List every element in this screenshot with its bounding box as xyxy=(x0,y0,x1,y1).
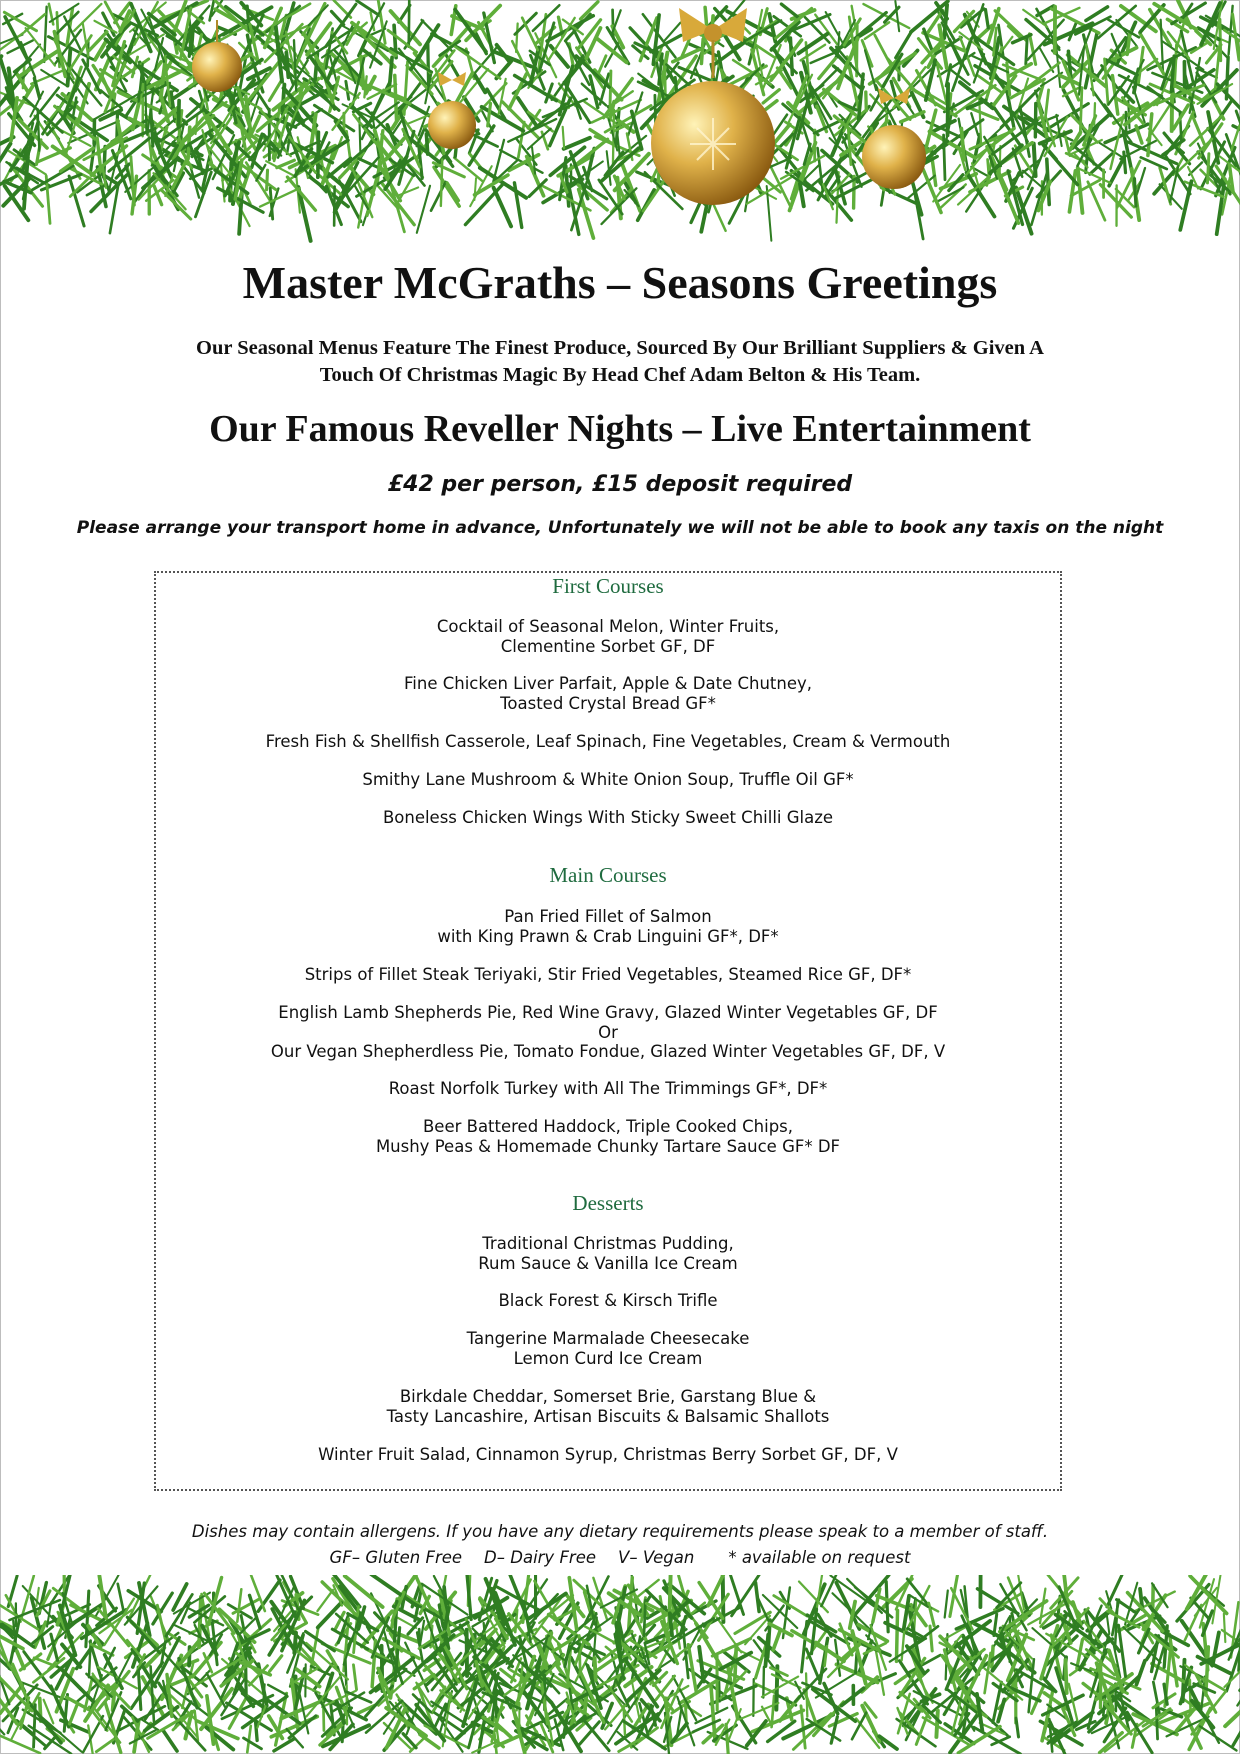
menu-item-line: Clementine Sorbet GF, DF xyxy=(500,636,716,656)
pine-needle xyxy=(800,184,804,206)
menu-item xyxy=(154,1329,1062,1368)
pine-needle xyxy=(945,1590,948,1617)
pine-needle xyxy=(0,106,10,126)
pine-needle xyxy=(1192,116,1204,144)
pine-needle xyxy=(756,1583,760,1612)
menu-item-line: Roast Norfolk Turkey with All The Trimmings GF*, DF* xyxy=(388,1079,828,1098)
pine-needle xyxy=(1190,1680,1191,1715)
menu-item xyxy=(154,1079,1062,1099)
pine-needle xyxy=(96,1739,113,1751)
pine-needle xyxy=(256,1722,257,1740)
pine-needle xyxy=(70,1704,78,1724)
pine-needle xyxy=(357,1,381,17)
menu-item-line: Or xyxy=(598,1022,618,1042)
pine-needle xyxy=(83,60,100,93)
pine-needle xyxy=(50,4,79,22)
section-heading-desserts: Desserts xyxy=(572,1191,644,1215)
pine-needle xyxy=(1136,1661,1144,1685)
pine-needle xyxy=(145,82,146,131)
pine-needle xyxy=(497,1724,511,1737)
pine-needle xyxy=(701,39,703,63)
pine-needle xyxy=(813,1689,856,1721)
key-available-on-request: * available on request xyxy=(728,1548,911,1567)
pine-needle xyxy=(586,28,600,58)
menu-item xyxy=(154,965,1062,985)
pine-needle xyxy=(1224,1614,1226,1642)
section-heading-first-courses: First Courses xyxy=(552,574,664,598)
top-garland-decoration xyxy=(0,0,1240,250)
pine-needle xyxy=(998,1699,1004,1721)
pine-needle xyxy=(353,1665,356,1690)
pine-needle xyxy=(819,59,835,79)
pine-needle xyxy=(294,1633,296,1653)
intro-text xyxy=(110,335,1130,389)
pine-needle xyxy=(494,51,532,66)
pine-branches xyxy=(0,0,1240,241)
pine-needle xyxy=(1156,1705,1157,1739)
pine-needle xyxy=(86,1591,89,1647)
menu-item-line: Tasty Lancashire, Artisan Biscuits & Balsamic Shallots xyxy=(386,1406,830,1426)
pine-needle xyxy=(811,53,833,63)
pine-needle xyxy=(755,1684,778,1694)
pine-needle xyxy=(399,187,418,195)
pine-needle xyxy=(1078,168,1083,213)
menu-item-line: Our Vegan Shepherdless Pie, Tomato Fondue, Glazed Winter Vegetables GF, DF, V xyxy=(270,1042,946,1061)
intro-line: Touch Of Christmas Magic By Head Chef Adam Belton & His Team. xyxy=(319,364,921,386)
pine-needle xyxy=(454,158,483,182)
pine-needle xyxy=(670,1613,672,1635)
menu-item xyxy=(154,1117,1062,1156)
pine-needle xyxy=(985,10,988,28)
pine-needle xyxy=(195,1711,198,1741)
pine-needle xyxy=(895,1,899,31)
menu-item-line: Fresh Fish & Shellfish Casserole, Leaf Spinach, Fine Vegetables, Cream & Vermouth xyxy=(265,732,951,751)
pine-needle xyxy=(610,71,611,106)
pine-needle xyxy=(248,1575,265,1611)
pine-needle xyxy=(850,1602,855,1629)
event-title: Our Famous Reveller Nights – Live Entertainment xyxy=(209,408,1031,450)
pine-needle xyxy=(192,26,194,51)
menu-item xyxy=(154,1003,1062,1062)
pine-needle xyxy=(74,4,101,31)
pine-needle xyxy=(830,1576,873,1607)
pine-needle xyxy=(0,144,10,174)
menu-item-line: Beer Battered Haddock, Triple Cooked Chips, xyxy=(422,1117,794,1136)
pine-needle xyxy=(1016,1718,1018,1737)
pine-needle xyxy=(944,135,945,180)
pine-needle xyxy=(936,1711,937,1737)
menu-item-line: with King Prawn & Crab Linguini GF*, DF* xyxy=(437,926,779,946)
menu-item xyxy=(154,617,1062,656)
pine-needle xyxy=(210,0,214,20)
pine-needle xyxy=(488,103,491,125)
pine-needle xyxy=(728,1709,740,1741)
menu-item xyxy=(154,1445,1062,1465)
menu-item xyxy=(154,808,1062,828)
pine-needle xyxy=(420,1734,439,1748)
menu-item-line: Rum Sauce & Vanilla Ice Cream xyxy=(478,1253,738,1273)
pine-needle xyxy=(270,1656,282,1672)
pine-needle xyxy=(688,1645,696,1691)
pine-needle xyxy=(900,1692,922,1711)
pine-needle xyxy=(896,1610,897,1661)
pine-needle xyxy=(1065,1660,1066,1693)
pine-needle xyxy=(862,41,872,67)
pine-needle xyxy=(773,1630,780,1650)
pine-needle xyxy=(781,4,798,17)
key-dairy-free: D– Dairy Free xyxy=(484,1548,597,1567)
pine-needle xyxy=(174,1,186,33)
pine-needle xyxy=(923,169,941,212)
menu-item-line: Winter Fruit Salad, Cinnamon Syrup, Christmas Berry Sorbet GF, DF, V xyxy=(318,1445,898,1464)
pine-needle xyxy=(472,1742,496,1753)
pine-needle xyxy=(886,1582,888,1632)
pine-needle xyxy=(403,1734,416,1748)
pine-needle xyxy=(499,79,506,115)
pine-needle xyxy=(1225,1709,1240,1726)
pine-needle xyxy=(317,1590,333,1611)
pine-needle xyxy=(595,1658,596,1680)
intro-line: Our Seasonal Menus Feature The Finest Produce, Sourced By Our Brilliant Suppliers & Given A xyxy=(196,337,1044,359)
pine-needle xyxy=(1107,1614,1110,1634)
section-heading-main-courses: Main Courses xyxy=(549,863,667,887)
menu-item-line: Birkdale Cheddar, Somerset Brie, Garstang Blue & xyxy=(399,1387,817,1406)
pine-needle xyxy=(1226,57,1228,99)
pine-needle xyxy=(816,1643,844,1662)
pine-branches xyxy=(0,1575,1240,1754)
pine-needle xyxy=(1148,114,1152,156)
menu-item-line: Mushy Peas & Homemade Chunky Tartare Sauce GF* DF xyxy=(375,1136,841,1156)
pine-needle xyxy=(1029,34,1035,64)
allergen-note: Dishes may contain allergens. If you have any dietary requirements please speak to a member of staff. xyxy=(191,1522,1049,1541)
pine-needle xyxy=(1233,1699,1240,1745)
menu-item xyxy=(154,1234,1062,1273)
pine-needle xyxy=(904,1596,909,1629)
menu-item-line: Traditional Christmas Pudding, xyxy=(482,1234,734,1253)
menu-item-line: Fine Chicken Liver Parfait, Apple & Date Chutney, xyxy=(403,674,812,693)
pine-needle xyxy=(309,5,328,25)
pine-needle xyxy=(345,1659,346,1685)
menu-item-line: Strips of Fillet Steak Teriyaki, Stir Fried Vegetables, Steamed Rice GF, DF* xyxy=(304,965,912,984)
menu-item-line: Boneless Chicken Wings With Sticky Sweet Chilli Glaze xyxy=(382,808,834,827)
pine-needle xyxy=(1207,154,1208,183)
pine-needle xyxy=(1135,179,1136,206)
pine-needle xyxy=(496,61,511,78)
page-title: Master McGraths – Seasons Greetings xyxy=(242,257,998,308)
menu-item-line: English Lamb Shepherds Pie, Red Wine Gravy, Glazed Winter Vegetables GF, DF xyxy=(278,1003,938,1022)
pine-needle xyxy=(395,75,397,120)
pine-needle xyxy=(644,1600,646,1636)
pine-needle xyxy=(38,109,40,151)
menu-item xyxy=(154,674,1062,713)
bottom-garland-decoration xyxy=(0,1575,1240,1754)
pine-needle xyxy=(994,1614,997,1635)
menu-item-line: Cocktail of Seasonal Melon, Winter Fruits, xyxy=(436,617,780,636)
pine-needle xyxy=(163,1731,177,1751)
pine-needle xyxy=(268,1685,286,1695)
dietary-key xyxy=(0,1548,1240,1567)
key-gluten-free: GF– Gluten Free xyxy=(329,1548,463,1567)
menu-item-line: Toasted Crystal Bread GF* xyxy=(500,693,716,713)
pine-needle xyxy=(762,1677,798,1697)
pine-needle xyxy=(138,1667,141,1709)
pine-needle xyxy=(426,134,427,154)
pine-needle xyxy=(992,1646,993,1667)
pine-needle xyxy=(1100,143,1125,159)
pine-needle xyxy=(420,1621,424,1643)
pine-needle xyxy=(179,101,180,126)
menu-item xyxy=(154,732,1062,752)
pine-needle xyxy=(441,159,442,205)
pine-needle xyxy=(798,34,827,54)
pine-needle xyxy=(856,1653,857,1672)
menu-item xyxy=(154,1387,1062,1426)
pine-needle xyxy=(551,46,568,67)
pine-needle xyxy=(34,1705,36,1747)
menu-item-line: Black Forest & Kirsch Trifle xyxy=(498,1291,718,1310)
price-line: £42 per person, £15 deposit required xyxy=(387,472,853,497)
pine-needle xyxy=(431,182,446,211)
menu-item-line: Smithy Lane Mushroom & White Onion Soup, Truffle Oil GF* xyxy=(362,770,854,789)
pine-needle xyxy=(318,132,319,177)
pine-needle xyxy=(118,1584,124,1611)
menu-item-line: Tangerine Marmalade Cheesecake xyxy=(466,1329,750,1348)
pine-needle xyxy=(17,1651,24,1668)
key-vegan: V– Vegan xyxy=(618,1548,695,1567)
menu-item-line: Pan Fried Fillet of Salmon xyxy=(504,907,712,926)
pine-needle xyxy=(151,110,153,146)
pine-needle xyxy=(726,1724,728,1753)
pine-needle xyxy=(1200,1726,1237,1750)
pine-needle xyxy=(763,1667,764,1698)
menu-item xyxy=(154,1291,1062,1311)
pine-needle xyxy=(435,1713,465,1733)
menu-item xyxy=(154,907,1062,946)
menu-item xyxy=(154,770,1062,790)
pine-needle xyxy=(896,31,912,58)
pine-needle xyxy=(948,84,949,135)
pine-needle xyxy=(417,186,430,233)
pine-needle xyxy=(1128,142,1177,164)
menu-item-line: Lemon Curd Ice Cream xyxy=(513,1348,703,1368)
pine-needle xyxy=(267,170,268,190)
pine-needle xyxy=(563,127,564,148)
transport-note: Please arrange your transport home in advance, Unfortunately we will not be able to book any taxis on the night xyxy=(76,518,1164,538)
pine-needle xyxy=(1105,59,1108,105)
